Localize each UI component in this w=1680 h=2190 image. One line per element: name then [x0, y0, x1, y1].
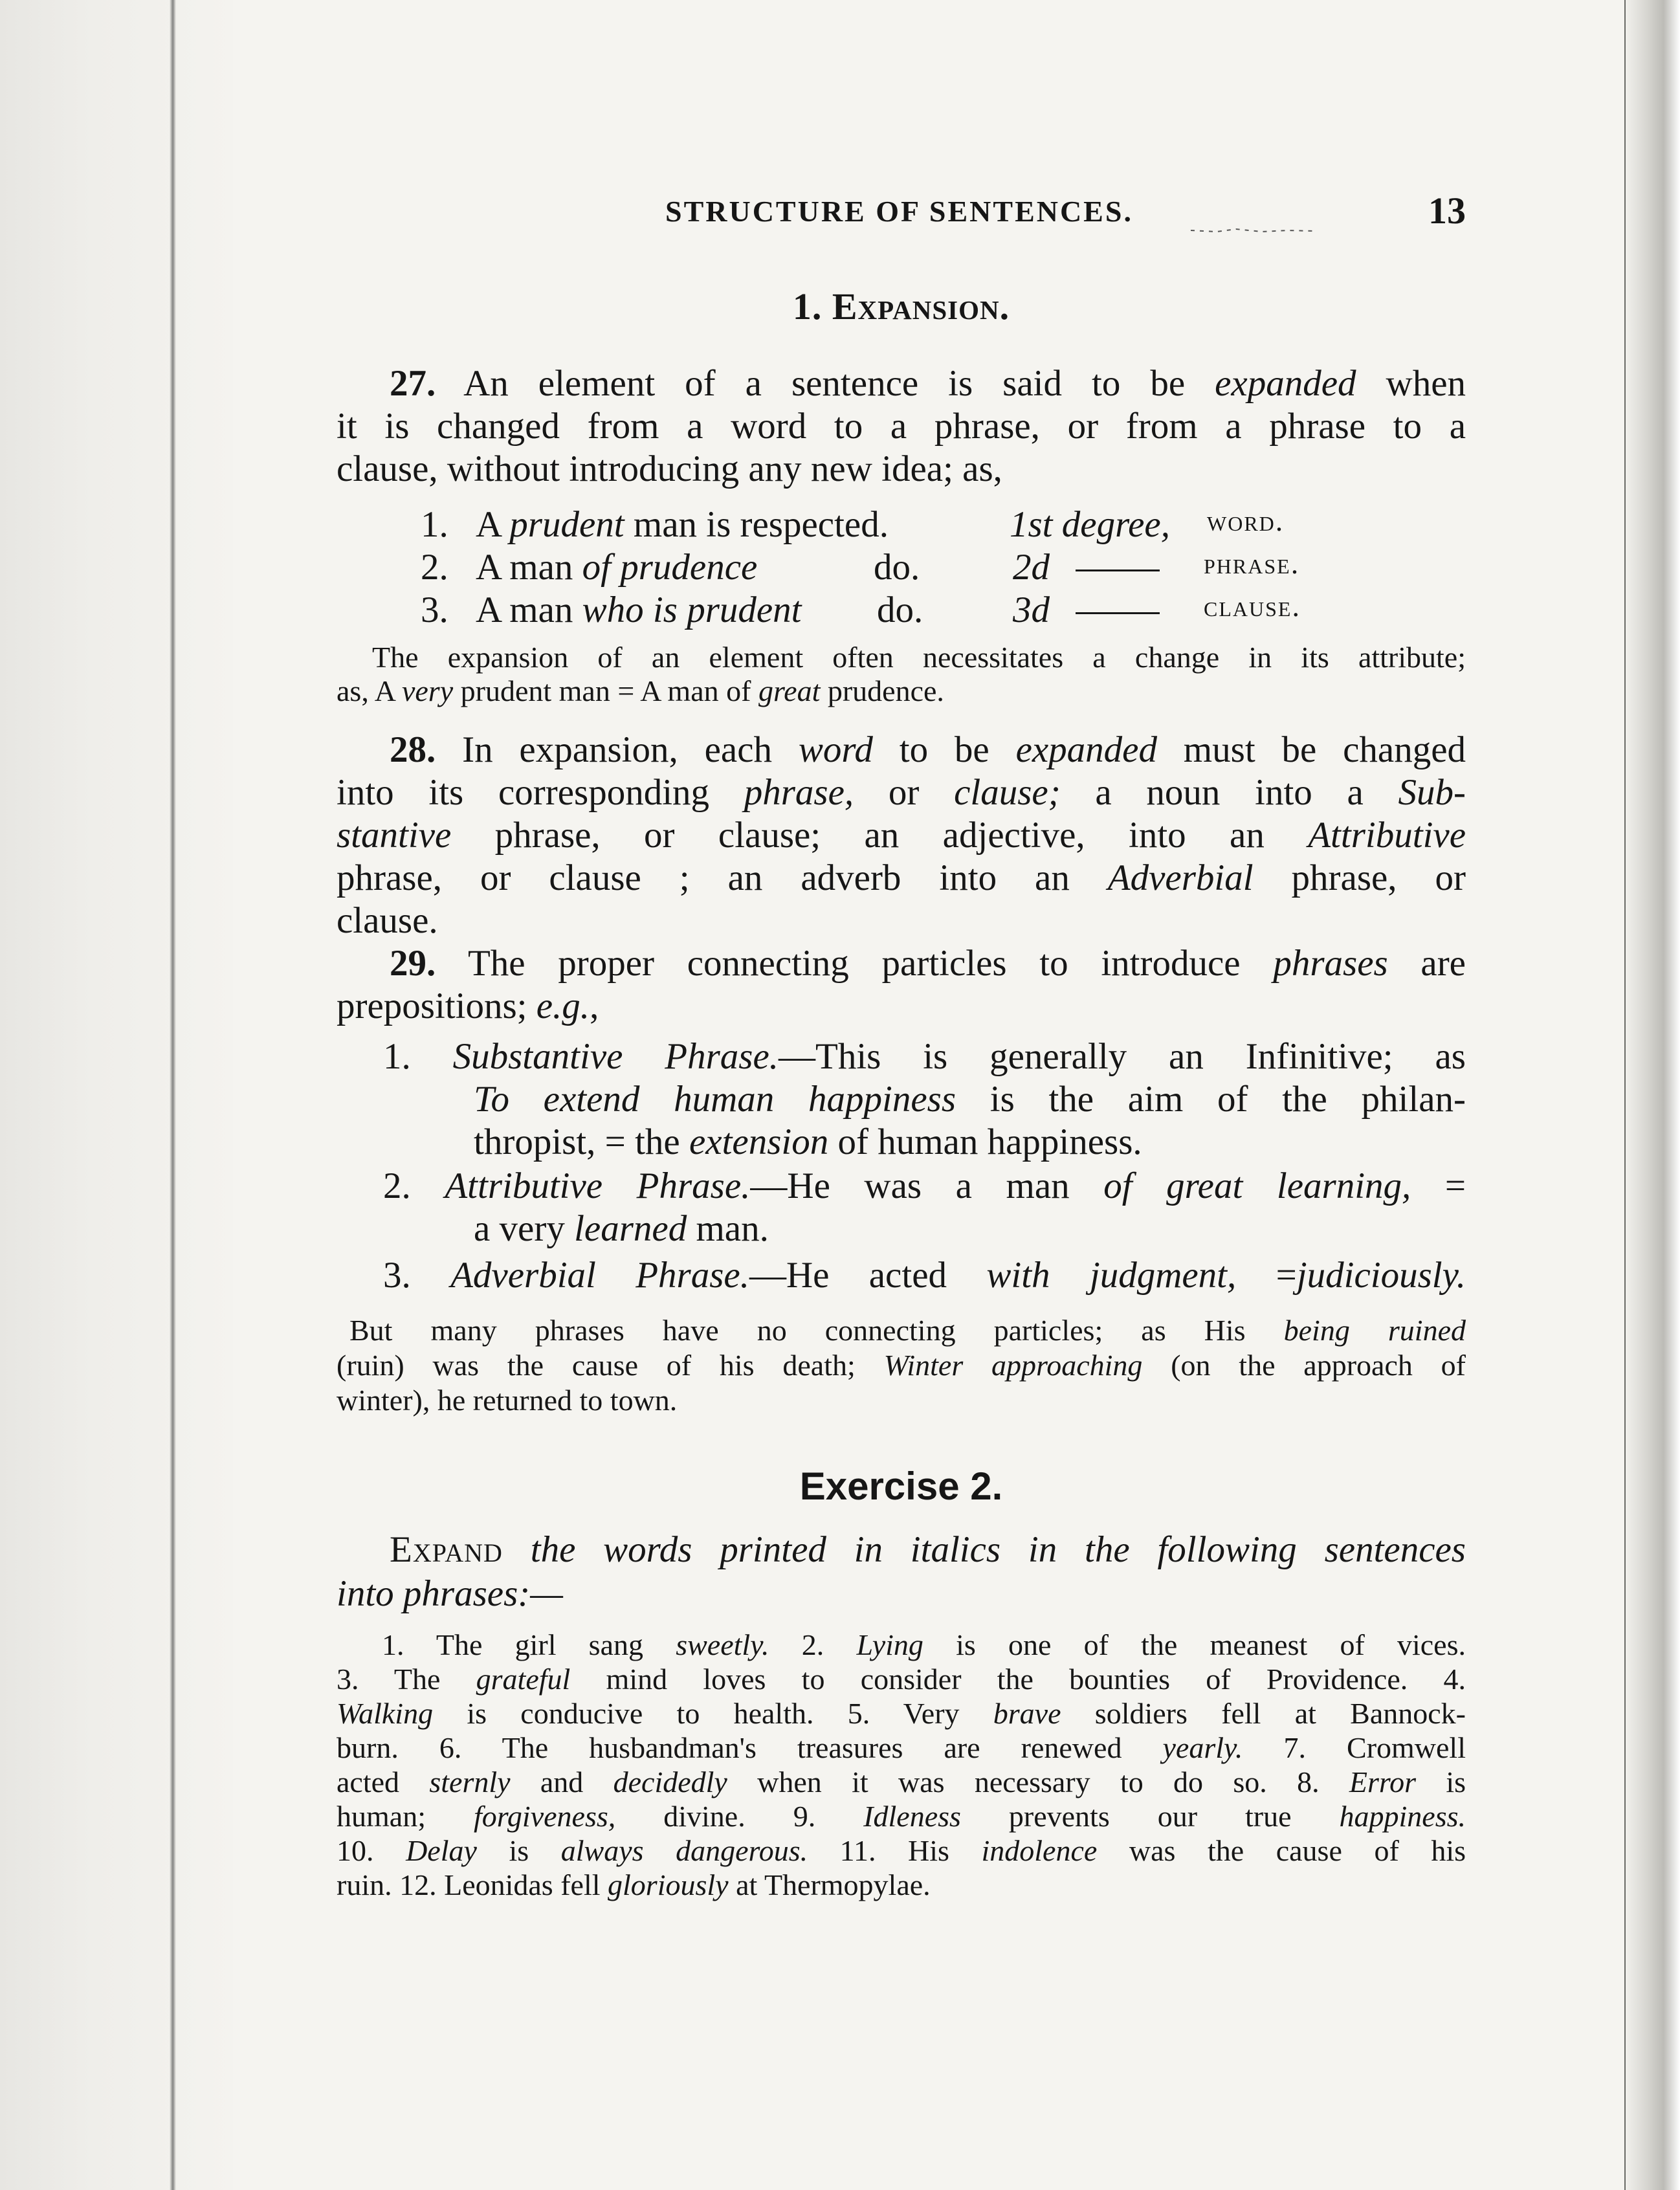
exercise-text: 10.	[337, 1834, 406, 1867]
phrase-em: To extend human happiness	[474, 1079, 956, 1120]
phrase-text: —He was a man	[750, 1166, 1104, 1206]
degree-kind: clause.	[1204, 590, 1301, 623]
para-27-line-1	[337, 362, 1466, 405]
para-text: a noun into a	[1060, 772, 1398, 813]
exercise-text: is	[476, 1834, 561, 1867]
degree-label	[1013, 589, 1160, 631]
exercise-text: 3. The	[337, 1663, 476, 1696]
note-em: very	[401, 674, 454, 707]
note-expansion-line-2	[337, 674, 1466, 708]
para-text: or	[854, 772, 955, 813]
phrase-number: 1.	[383, 1036, 411, 1077]
para-29-line-1	[337, 942, 1466, 985]
phrase-title: Substantive Phrase.	[452, 1036, 779, 1077]
para-28-line-2	[337, 771, 1466, 814]
para-27-text-a: An element of a sentence is said to be	[463, 363, 1215, 404]
degree-row-num: 2.	[421, 547, 448, 588]
para-em: Adverbial	[1107, 857, 1254, 898]
note-text: as, A	[337, 674, 402, 707]
exercise-em: indolence	[981, 1834, 1098, 1867]
phrase-em: judiciously.	[1296, 1255, 1466, 1296]
right-page-edge	[1624, 0, 1680, 2190]
exercise-em: gloriously	[608, 1868, 729, 1901]
phrase-2-line-1	[383, 1165, 1466, 1208]
dash-rule	[1076, 612, 1160, 614]
para-text: The proper connecting particles to introduce	[467, 943, 1274, 984]
exercise-em: yearly.	[1162, 1731, 1243, 1764]
exercise-text: soldiers fell at Bannock-	[1061, 1697, 1466, 1730]
exercise-line	[337, 1834, 1466, 1868]
degree-label-text: 3d	[1013, 590, 1050, 630]
phrase-text: of human happiness.	[828, 1122, 1142, 1162]
exercise-text: 11. His	[808, 1834, 982, 1867]
para-em: word	[798, 729, 873, 770]
exercise-em: forgiveness,	[473, 1800, 616, 1833]
exercise-text: when it was necessary to do so. 8.	[727, 1765, 1349, 1798]
para-28-line-5: clause.	[337, 900, 438, 941]
phrase-em: learned	[574, 1208, 687, 1249]
note-text: (on the approach of	[1142, 1349, 1466, 1382]
instruction-em: into phrases:—	[337, 1573, 563, 1614]
exercise-line	[337, 1697, 1466, 1731]
degree-label	[1013, 546, 1160, 588]
para-text: phrase, or clause; an adjective, into an	[451, 815, 1309, 856]
phrase-2-line-2	[474, 1208, 1466, 1250]
para-29-number: 29.	[390, 943, 436, 984]
degree-label: 1st degree,	[1010, 504, 1170, 545]
phrase-1-line-3	[474, 1121, 1466, 1164]
note-particles-line-2	[337, 1349, 1466, 1382]
exercise-em: decidedly	[613, 1765, 727, 1798]
note-em: great	[758, 674, 821, 707]
instruction-lead: Expand	[390, 1529, 503, 1570]
exercise-line	[337, 1663, 1466, 1696]
para-27-text-b: when	[1356, 363, 1466, 404]
degree-row-example	[476, 503, 889, 546]
exercise-text: acted	[337, 1765, 430, 1798]
phrase-text: —He acted	[749, 1255, 987, 1296]
para-text: In expansion, each	[462, 729, 799, 770]
phrase-text: —This is generally an Infinitive; as	[779, 1036, 1466, 1077]
exercise-text: is	[1416, 1765, 1466, 1798]
note-em: Winter approaching	[883, 1349, 1143, 1382]
para-27-number: 27.	[390, 363, 436, 404]
note-em: being ruined	[1283, 1314, 1466, 1347]
phrase-title: Attributive Phrase.	[445, 1166, 751, 1206]
exercise-em: sweetly.	[676, 1628, 769, 1661]
para-text: to be	[872, 729, 1016, 770]
exercise-text: is one of the meanest of vices.	[923, 1628, 1466, 1661]
para-em: phrases	[1273, 943, 1388, 984]
running-header	[337, 190, 1466, 239]
instruction-em: the words printed in italics in the following sentences	[502, 1529, 1466, 1570]
exercise-em: sternly	[429, 1765, 511, 1798]
running-title: STRUCTURE OF SENTENCES.	[665, 195, 1133, 228]
example-pre: A	[476, 504, 510, 545]
exercise-text: and	[510, 1765, 613, 1798]
phrase-text: thropist, = the	[474, 1122, 689, 1162]
para-28-line-1	[337, 729, 1466, 771]
example-pre: A man	[476, 590, 582, 630]
note-text: prudent man = A man of	[453, 674, 758, 707]
exercise-line	[337, 1628, 1466, 1662]
example-pre: A man	[476, 547, 582, 588]
example-em: of prudence	[582, 547, 758, 588]
para-text: into its corresponding	[337, 772, 744, 813]
exercise-em: Delay	[406, 1834, 477, 1867]
para-29-line-2	[337, 985, 1466, 1028]
note-text: (ruin) was the cause of his death;	[337, 1349, 884, 1382]
example-em: prudent	[509, 504, 624, 545]
phrase-1-line-1	[383, 1035, 1466, 1078]
note-particles-line-1	[337, 1314, 1466, 1347]
para-text: prepositions;	[337, 986, 536, 1026]
exercise-em: Error	[1349, 1765, 1416, 1798]
para-em: Sub-	[1398, 772, 1466, 813]
para-text: phrase, or clause ; an adverb into an	[337, 857, 1108, 898]
degree-kind: word.	[1207, 504, 1285, 537]
exercise-em: Walking	[337, 1697, 434, 1730]
exercise-line	[337, 1868, 1466, 1902]
exercise-text: at Thermopylae.	[728, 1868, 931, 1901]
phrase-em: with judgment,	[986, 1255, 1237, 1296]
note-particles-line-3: winter), he returned to town.	[337, 1384, 678, 1417]
exercise-em: Lying	[856, 1628, 923, 1661]
page-number: 13	[1428, 190, 1466, 232]
phrase-em: of great learning,	[1103, 1166, 1411, 1206]
phrase-number: 3.	[383, 1255, 411, 1296]
exercise-text: 1. The girl sang	[382, 1628, 676, 1661]
para-27-line-2: it is changed from a word to a phrase, or from a phrase to a	[337, 406, 1466, 447]
exercise-em: brave	[993, 1697, 1061, 1730]
para-em: clause;	[954, 772, 1061, 813]
para-text: ,	[590, 986, 599, 1026]
exercise-text: prevents our true	[960, 1800, 1340, 1833]
note-text: But many phrases have no connecting particles; as His	[349, 1314, 1284, 1347]
example-em: who is prudent	[582, 590, 802, 630]
phrase-text: =	[1236, 1255, 1297, 1296]
exercise-text: divine. 9.	[615, 1800, 864, 1833]
exercise-text: 7. Cromwell	[1243, 1731, 1466, 1764]
section-heading-text: 1. Expansion.	[792, 285, 1010, 327]
para-text: are	[1387, 943, 1466, 984]
degree-row-num: 3.	[421, 590, 448, 630]
exercise-line	[337, 1765, 1466, 1799]
para-em: e.g.	[536, 986, 590, 1026]
para-text: must be changed	[1156, 729, 1466, 770]
section-heading	[337, 285, 1466, 328]
exercise-text: was the cause of his	[1097, 1834, 1466, 1867]
phrase-text: a very	[474, 1208, 575, 1249]
exercise-text: ruin. 12. Leonidas fell	[337, 1868, 608, 1901]
para-27-line-3: clause, without introducing any new idea; as,	[337, 448, 1002, 489]
phrase-1-line-2	[474, 1078, 1466, 1121]
para-28-number: 28.	[390, 729, 436, 770]
exercise-text: 2.	[769, 1628, 857, 1661]
binding-shadow-line	[170, 0, 176, 2190]
degree-kind: phrase.	[1204, 547, 1300, 580]
para-em: Attributive	[1308, 815, 1466, 856]
degree-row-example	[476, 589, 802, 631]
ditto-mark: do.	[874, 547, 920, 588]
degree-row-example	[476, 546, 757, 588]
para-28-line-3	[337, 814, 1466, 857]
phrase-number: 2.	[383, 1166, 411, 1206]
exercise-instruction-line-2	[337, 1573, 1466, 1615]
exercise-text: is conducive to health. 5. Very	[433, 1697, 993, 1730]
exercise-em: happiness.	[1339, 1800, 1466, 1833]
degree-label-text: 2d	[1013, 547, 1050, 588]
phrase-text: =	[1411, 1166, 1466, 1206]
para-27-em: expanded	[1215, 363, 1356, 404]
phrase-3-line-1	[383, 1254, 1466, 1297]
para-em: stantive	[337, 815, 452, 856]
para-28-line-4	[337, 857, 1466, 900]
exercise-em: Idleness	[863, 1800, 961, 1833]
phrase-text: man.	[687, 1208, 769, 1249]
exercise-line	[337, 1731, 1466, 1765]
exercise-text: burn. 6. The husbandman's treasures are renewed	[337, 1731, 1163, 1764]
note-expansion-line-1: The expansion of an element often necessitates a change in its attribute;	[372, 641, 1466, 674]
exercise-line	[337, 1800, 1466, 1833]
left-page-gutter	[0, 0, 233, 2190]
phrase-text: is the aim of the philan-	[956, 1079, 1466, 1120]
dash-rule	[1076, 570, 1160, 571]
para-em: phrase,	[744, 772, 854, 813]
exercise-em: grateful	[476, 1663, 571, 1696]
example-post: man is respected.	[624, 504, 889, 545]
exercise-text: mind loves to consider the bounties of Providence. 4.	[570, 1663, 1466, 1696]
degree-row-num: 1.	[421, 504, 448, 545]
para-em: expanded	[1015, 729, 1157, 770]
exercise-title: Exercise 2.	[799, 1465, 1003, 1508]
ditto-mark: do.	[877, 590, 923, 630]
exercise-text: human;	[337, 1800, 474, 1833]
note-text: prudence.	[820, 674, 944, 707]
phrase-title: Adverbial Phrase.	[450, 1255, 749, 1296]
exercise-em: always dangerous.	[560, 1834, 808, 1867]
para-text: phrase, or	[1253, 857, 1466, 898]
exercise-instruction-line-1	[337, 1529, 1466, 1571]
phrase-em: extension	[689, 1122, 829, 1162]
